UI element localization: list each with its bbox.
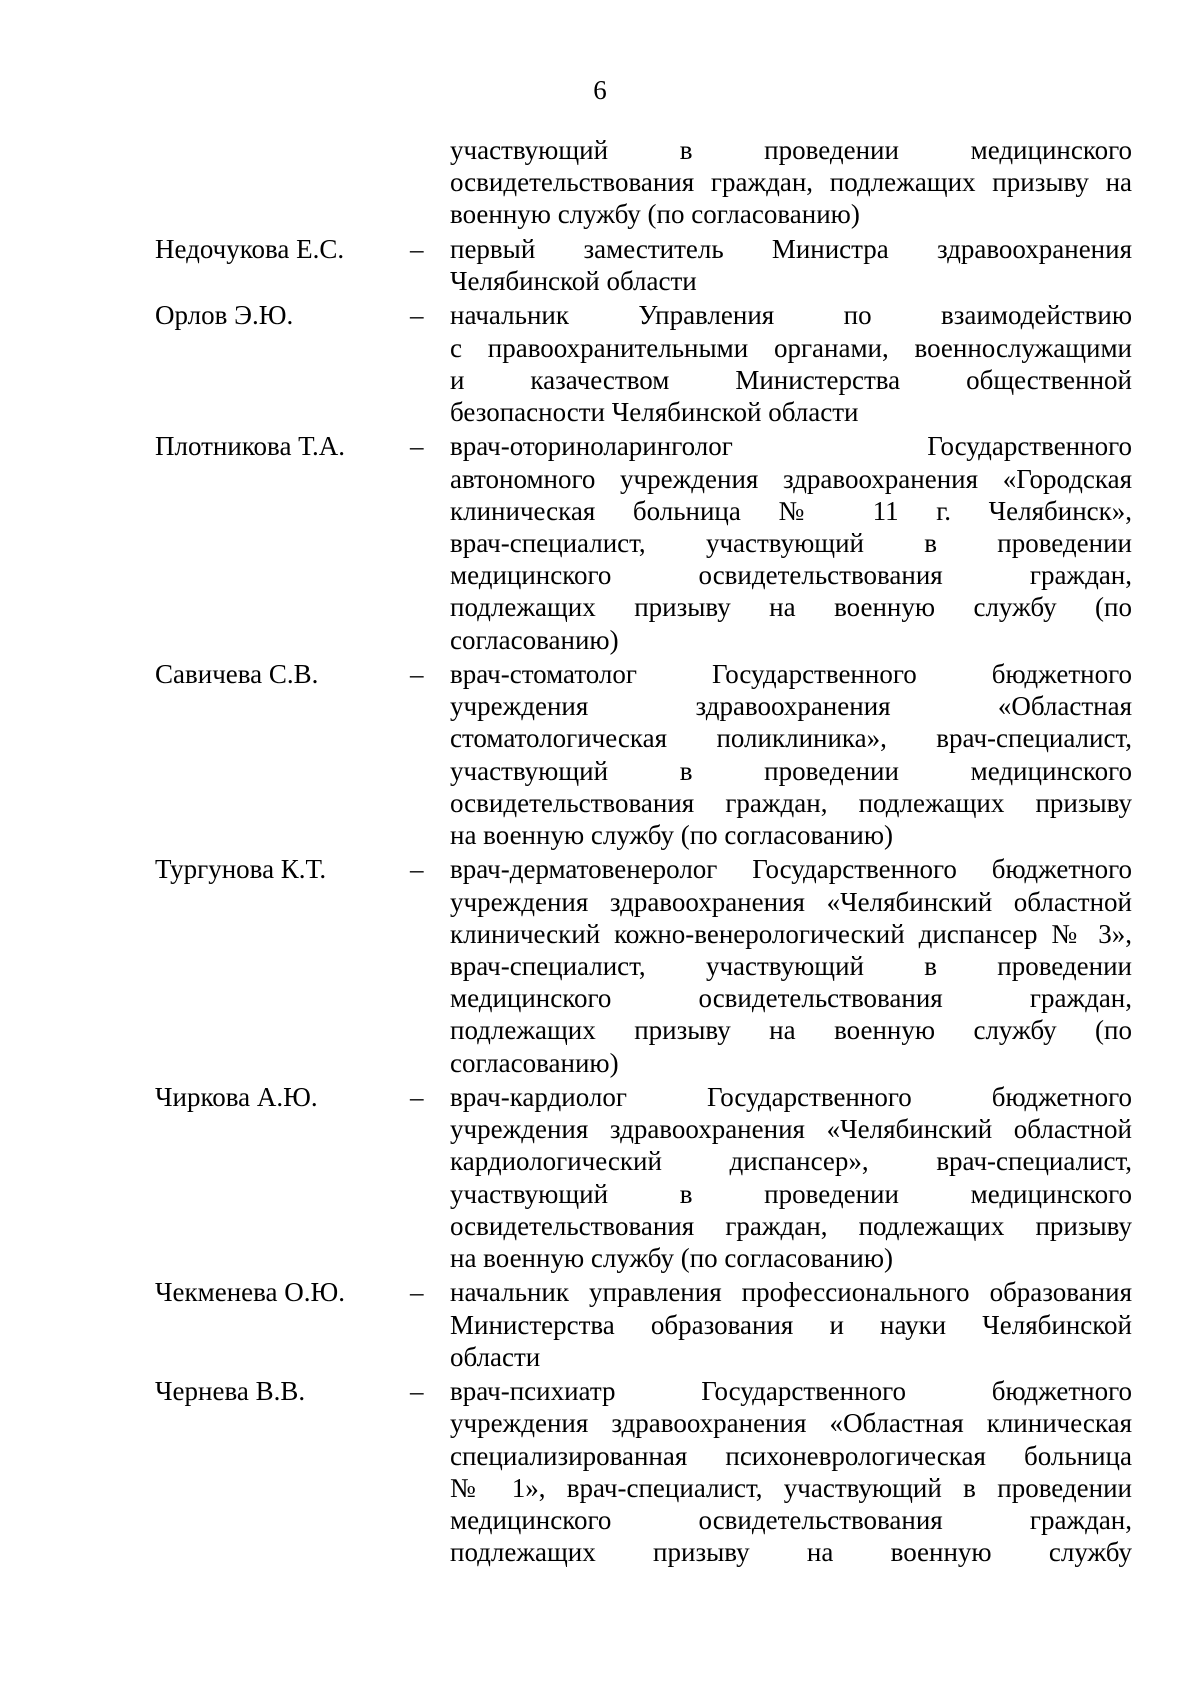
member-position-line: безопасности Челябинской области	[450, 397, 859, 427]
member-position-line: участвующий в проведении медицинского	[450, 755, 1132, 786]
member-position-line: клиническая больница № 11 г. Челябинск»,	[450, 495, 1132, 526]
dash-separator: –	[410, 300, 424, 331]
member-position-line: освидетельствования граждан, подлежащих призыву	[450, 1210, 1132, 1241]
member-position-line: врач-кардиолог Государственного бюджетного	[450, 1082, 1132, 1112]
dash-separator: –	[410, 659, 424, 689]
dash-separator: –	[410, 854, 424, 885]
dash-separator: –	[410, 1082, 424, 1112]
member-position-line: области	[450, 1341, 541, 1372]
member-position-line: согласованию)	[450, 1047, 619, 1078]
member-position-line: с правоохранительными органами, военнослужащими	[450, 332, 1132, 363]
member-position-line: Челябинской области	[450, 266, 697, 296]
member-position-line: медицинского освидетельствования граждан,	[450, 1505, 1132, 1535]
dash-separator: –	[410, 431, 424, 462]
member-position-line: Министерства образования и науки Челябинской	[450, 1309, 1132, 1340]
member-name: Савичева С.В.	[155, 659, 319, 689]
member-position-line: подлежащих призыву на военную службу (по	[450, 1015, 1132, 1046]
member-position-line: врач-стоматолог Государственного бюджетного	[450, 659, 1132, 689]
member-position-line: врач-дерматовенеролог Государственного бюджетного	[450, 854, 1132, 885]
member-position-line: врач-оториноларинголог Государственного	[450, 431, 1132, 462]
member-name: Недочукова Е.С.	[155, 233, 345, 264]
member-position-line: подлежащих призыву на военную службу (по	[450, 592, 1132, 623]
member-name: Тургунова К.Т.	[155, 854, 327, 885]
member-position-line: участвующий в проведении медицинского	[450, 1178, 1132, 1209]
member-position-line: и казачеством Министерства общественной	[450, 364, 1132, 395]
member-position-line: врач-специалист, участвующий в проведении	[450, 528, 1132, 558]
continuation-line: военную службу (по согласованию)	[450, 199, 860, 230]
member-position-line: учреждения здравоохранения «Областная клиническая	[450, 1408, 1132, 1439]
member-position-line: начальник Управления по взаимодействию	[450, 300, 1132, 331]
member-position-line: учреждения здравоохранения «Челябинский областной	[450, 1114, 1132, 1145]
member-position-line: автономного учреждения здравоохранения «Городская	[450, 463, 1132, 494]
member-position-line: согласованию)	[450, 624, 619, 655]
member-name: Чиркова А.Ю.	[155, 1082, 318, 1112]
continuation-line: участвующий в проведении медицинского	[450, 135, 1132, 165]
member-position-line: освидетельствования граждан, подлежащих призыву	[450, 787, 1132, 818]
member-position-line: подлежащих призыву на военную службу	[450, 1537, 1132, 1568]
member-position-line: специализированная психоневрологическая больница	[450, 1440, 1132, 1471]
member-position-line: стоматологическая поликлиника», врач-специалист,	[450, 723, 1132, 754]
member-position-line: медицинского освидетельствования граждан,	[450, 560, 1132, 591]
continuation-line: освидетельствования граждан, подлежащих призыву на	[450, 167, 1132, 198]
member-position-line: врач-психиатр Государственного бюджетного	[450, 1376, 1132, 1407]
dash-separator: –	[410, 1277, 424, 1308]
member-position-line: № 1», врач-специалист, участвующий в проведении	[450, 1472, 1132, 1503]
member-position-line: клинический кожно-венерологический диспансер № 3»,	[450, 918, 1132, 949]
member-name: Чернева В.В.	[155, 1376, 306, 1407]
member-position-line: кардиологический диспансер», врач-специалист,	[450, 1146, 1132, 1177]
member-name: Чекменева О.Ю.	[155, 1277, 346, 1308]
page-number: 6	[593, 75, 607, 105]
dash-separator: –	[410, 233, 424, 264]
member-position-line: начальник управления профессионального образования	[450, 1277, 1132, 1308]
member-position-line: учреждения здравоохранения «Областная	[450, 691, 1132, 722]
member-position-line: врач-специалист, участвующий в проведении	[450, 951, 1132, 981]
member-name: Плотникова Т.А.	[155, 431, 345, 462]
member-name: Орлов Э.Ю.	[155, 300, 294, 331]
member-position-line: учреждения здравоохранения «Челябинский областной	[450, 886, 1132, 917]
member-position-line: на военную службу (по согласованию)	[450, 820, 893, 850]
member-position-line: на военную службу (по согласованию)	[450, 1243, 893, 1273]
dash-separator: –	[410, 1376, 424, 1407]
member-position-line: первый заместитель Министра здравоохранения	[450, 233, 1132, 264]
member-position-line: медицинского освидетельствования граждан,	[450, 983, 1132, 1014]
